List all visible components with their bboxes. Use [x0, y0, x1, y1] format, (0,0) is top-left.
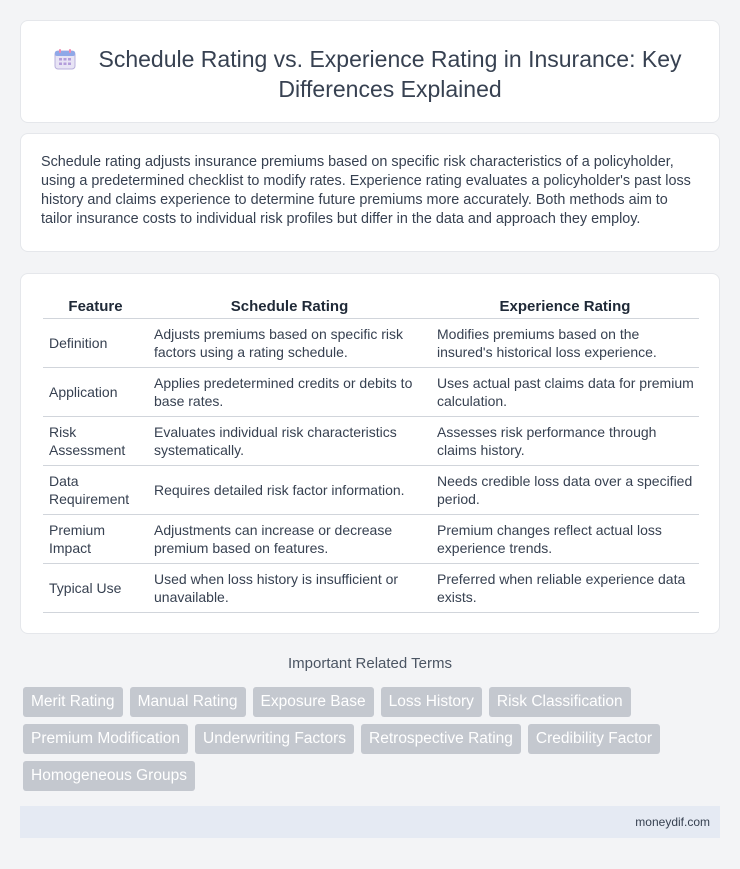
header-feature: Feature	[43, 296, 148, 318]
page-title: Schedule Rating vs. Experience Rating in Insurance: Key Differences Explained	[98, 46, 682, 102]
feature-cell: Definition	[43, 318, 148, 367]
table-header-row	[43, 296, 699, 318]
feature-cell: Risk Assessment	[43, 416, 148, 465]
experience-cell: Preferred when reliable experience data exists.	[431, 563, 699, 612]
tag-homogeneous-groups[interactable]: Homogeneous Groups	[23, 761, 195, 791]
schedule-cell: Requires detailed risk factor information.	[148, 465, 431, 514]
tag-premium-modification[interactable]: Premium Modification	[23, 724, 188, 754]
tag-retrospective-rating[interactable]: Retrospective Rating	[361, 724, 521, 754]
experience-cell: Premium changes reflect actual loss experience trends.	[431, 514, 699, 563]
table-row	[43, 563, 699, 612]
schedule-cell: Evaluates individual risk characteristics systematically.	[148, 416, 431, 465]
related-terms-list	[23, 687, 703, 791]
source-link[interactable]: moneydif.com	[635, 815, 710, 829]
comparison-table-card	[20, 273, 720, 634]
intro-paragraph: Schedule rating adjusts insurance premiums based on specific risk characteristics of a policyholder, using a predetermined checklist to modify rates. Experience rating evaluates a policyholder's past loss history and claims experience to determine future premiums more accurately. Both methods aim to tailor insurance costs to individual risk profiles but differ in the data and approach they employ.	[41, 154, 691, 227]
table-row	[43, 514, 699, 563]
header-schedule-rating: Schedule Rating	[148, 296, 431, 318]
header-experience-rating: Experience Rating	[431, 296, 699, 318]
feature-cell: Application	[43, 367, 148, 416]
feature-cell: Typical Use	[43, 563, 148, 612]
related-terms-heading: Important Related Terms	[288, 655, 452, 672]
feature-cell: Data Requirement	[43, 465, 148, 514]
experience-cell: Assesses risk performance through claims history.	[431, 416, 699, 465]
tag-risk-classification[interactable]: Risk Classification	[489, 687, 631, 717]
table-row	[43, 318, 699, 367]
table-row	[43, 367, 699, 416]
tag-underwriting-factors[interactable]: Underwriting Factors	[195, 724, 354, 754]
schedule-cell: Applies predetermined credits or debits to base rates.	[148, 367, 431, 416]
tag-loss-history[interactable]: Loss History	[381, 687, 482, 717]
experience-cell: Uses actual past claims data for premium calculation.	[431, 367, 699, 416]
table-row	[43, 416, 699, 465]
tag-merit-rating[interactable]: Merit Rating	[23, 687, 123, 717]
table-row	[43, 465, 699, 514]
feature-cell: Premium Impact	[43, 514, 148, 563]
schedule-cell: Used when loss history is insufficient or unavailable.	[148, 563, 431, 612]
footer	[20, 806, 720, 838]
tag-credibility-factor[interactable]: Credibility Factor	[528, 724, 660, 754]
tag-exposure-base[interactable]: Exposure Base	[253, 687, 374, 717]
comparison-table	[43, 296, 699, 613]
intro-card	[20, 133, 720, 252]
experience-cell: Modifies premiums based on the insured's historical loss experience.	[431, 318, 699, 367]
schedule-cell: Adjusts premiums based on specific risk factors using a rating schedule.	[148, 318, 431, 367]
schedule-cell: Adjustments can increase or decrease premium based on features.	[148, 514, 431, 563]
tag-manual-rating[interactable]: Manual Rating	[130, 687, 246, 717]
title-card	[20, 20, 720, 123]
experience-cell: Needs credible loss data over a specified period.	[431, 465, 699, 514]
